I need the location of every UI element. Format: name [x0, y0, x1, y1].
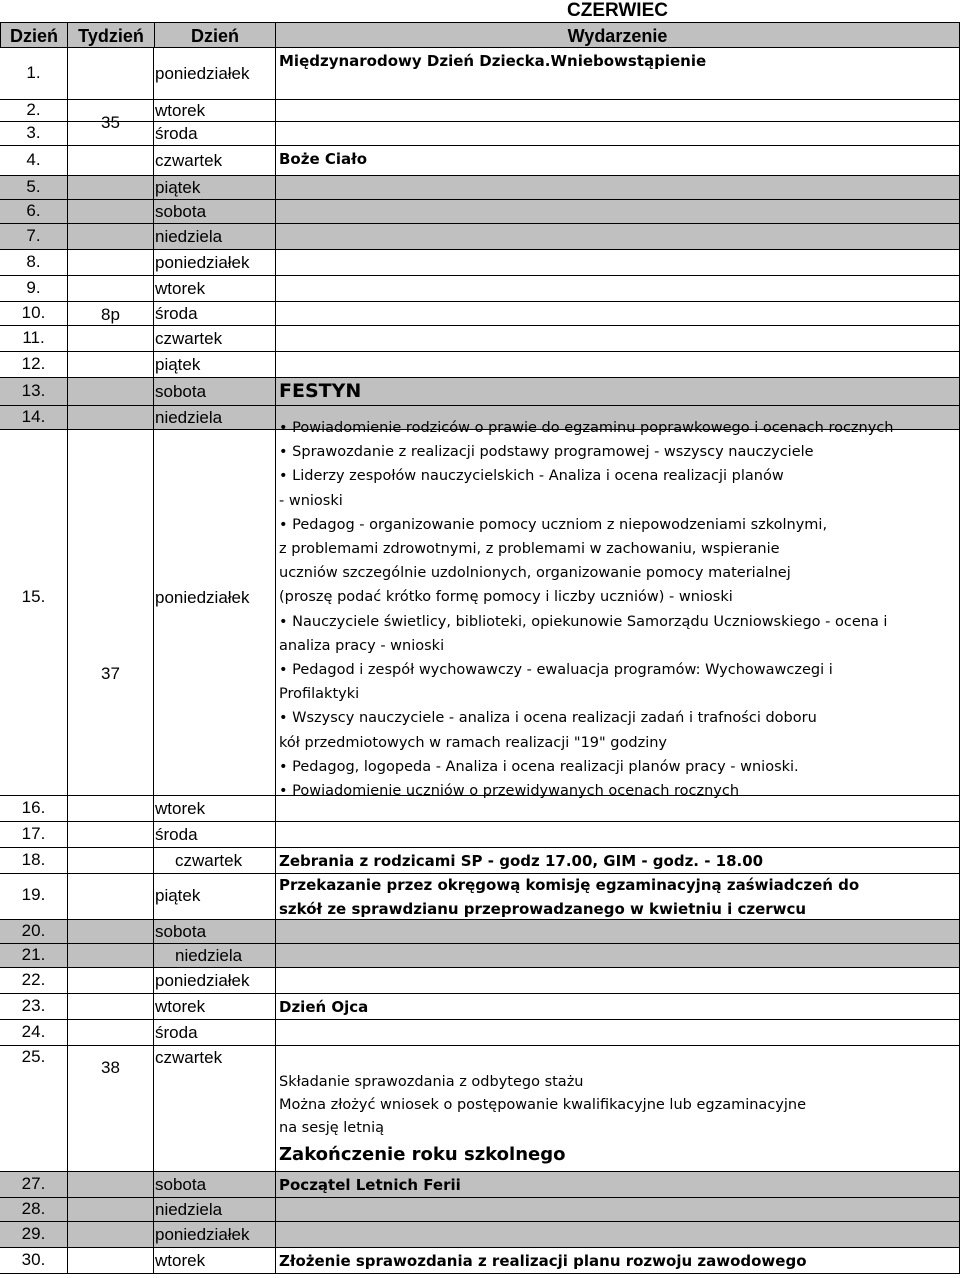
day-number: 5.: [0, 176, 68, 199]
day-name: piątek: [155, 355, 201, 374]
event-bullet-line: analiza pracy - wnioski: [279, 637, 445, 654]
day-name: sobota: [155, 202, 207, 221]
day-name: niedziela: [175, 946, 243, 965]
day-number: 6.: [0, 200, 68, 223]
table-row: [0, 822, 960, 848]
header-week: Tydzień: [67, 22, 155, 48]
day-number: 29.: [0, 1222, 68, 1247]
event-text: FESTYN: [279, 380, 362, 402]
header-day: Dzień: [154, 22, 276, 48]
day-number: 24.: [0, 1020, 68, 1045]
day-number: 10.: [0, 302, 68, 325]
event-line: na sesję letnią: [279, 1120, 385, 1136]
event-text: Złożenie sprawozdania z realizacji planu rozwoju zawodowego: [279, 1252, 807, 1270]
event-text: Początel Letnich Ferii: [279, 1176, 461, 1194]
day-number: 1.: [0, 48, 68, 99]
day-number: 27.: [0, 1172, 68, 1197]
table-row: [0, 1172, 960, 1198]
day-name: piątek: [155, 178, 201, 197]
day-name: sobota: [155, 1175, 207, 1194]
day-number: 28.: [0, 1198, 68, 1221]
day-number: 7.: [0, 224, 68, 249]
event-bullet-line: Profilaktyki: [279, 686, 360, 703]
table-row: [0, 146, 960, 176]
table-row: [0, 378, 960, 406]
year-end-event: Zakończenie roku szkolnego: [279, 1144, 566, 1165]
table-row: [0, 1222, 960, 1248]
day-name: czwartek: [155, 329, 223, 348]
column-divider: [153, 48, 154, 1274]
table-row: [0, 48, 960, 100]
week-number: 8p: [101, 305, 120, 324]
day-number: 8.: [0, 250, 68, 275]
day-number: 9.: [0, 276, 68, 301]
day-name: środa: [155, 825, 198, 844]
event-bullet-line: • Powiadomienie rodziców o prawie do egzaminu poprawkowego i ocenach rocznych: [279, 420, 894, 436]
day-name: wtorek: [155, 1251, 206, 1270]
day-name: wtorek: [155, 279, 206, 298]
table-row: [0, 994, 960, 1020]
day-name: poniedziałek: [155, 588, 250, 607]
day-name: czwartek: [155, 1048, 223, 1067]
day-number: 14.: [0, 406, 68, 429]
event-bullet-line: • Pedagod i zespół wychowawczy - ewaluacja programów: Wychowawczegi i: [279, 662, 833, 678]
event-bullet-line: (proszę podać krótko formę pomocy i liczby uczniów) - wnioski: [279, 589, 733, 606]
day-name: wtorek: [155, 799, 206, 818]
day-name: środa: [155, 304, 198, 323]
table-row: [0, 1248, 960, 1274]
event-bullet-line: • Powiadomienie uczniów o przewidywanych ocenach rocznych: [279, 783, 740, 799]
day-number: 4.: [0, 146, 68, 175]
day-name: poniedziałek: [155, 253, 250, 272]
day-number: 16.: [0, 796, 68, 821]
day-number: 19.: [0, 874, 68, 919]
event-bullet-line: kół przedmiotowych w ramach realizacji "19" godziny: [279, 734, 668, 751]
day-number: 2.: [0, 100, 68, 121]
day-number: 22.: [0, 968, 68, 993]
day-name: niedziela: [155, 227, 223, 246]
day-name: środa: [155, 1023, 198, 1042]
table-row: [0, 420, 960, 799]
table-row: [0, 848, 960, 874]
event-line: Składanie sprawozdania z odbytego stażu: [279, 1074, 584, 1090]
day-name: niedziela: [155, 408, 223, 427]
event-bullet-line: • Nauczyciele świetlicy, biblioteki, opiekunowie Samorządu Uczniowskiego - ocena i: [279, 613, 888, 630]
table-row: [0, 200, 960, 224]
table-row: [0, 1198, 960, 1222]
table-row: [0, 326, 960, 352]
day-number: 21.: [0, 944, 68, 967]
day-number: 23.: [0, 994, 68, 1019]
day-name: wtorek: [155, 101, 206, 120]
day-name: wtorek: [155, 997, 206, 1016]
day-number: 3.: [0, 122, 68, 145]
table-row: [0, 920, 960, 944]
day-name: sobota: [155, 382, 207, 401]
table-row: [0, 874, 960, 920]
week-number: 38: [101, 1058, 120, 1077]
day-number: 11.: [0, 326, 68, 351]
event-text: Zebrania z rodzicami SP - godz 17.00, GIM - godz. - 18.00: [279, 852, 764, 870]
event-bullet-line: • Sprawozdanie z realizacji podstawy programowej - wszyscy nauczyciele: [279, 444, 814, 461]
day-name: piątek: [155, 886, 201, 905]
day-name: poniedziałek: [155, 971, 250, 990]
day-name: czwartek: [175, 851, 243, 870]
day-number: 13.: [0, 378, 68, 405]
day-name: niedziela: [155, 1200, 223, 1219]
table-row: [0, 250, 960, 276]
table-row: [0, 352, 960, 378]
day-number: 30.: [0, 1248, 68, 1273]
week-number: 37: [101, 664, 120, 683]
column-divider: [275, 48, 276, 1274]
day-number: 18.: [0, 848, 68, 873]
table-row: [0, 1020, 960, 1046]
table-row: [0, 968, 960, 994]
event-bullet-line: • Liderzy zespołów nauczycielskich - Analiza i ocena realizacji planów: [279, 468, 784, 485]
table-row: [0, 944, 960, 968]
table-row: [0, 176, 960, 200]
day-number: 15.: [0, 430, 68, 795]
event-text: Dzień Ojca: [279, 998, 369, 1016]
event-line: Można złożyć wniosek o postępowanie kwalifikacyjne lub egzaminacyjne: [279, 1097, 807, 1113]
event-text: Międzynarodowy Dzień Dziecka.Wniebowstąpienie: [279, 52, 707, 70]
day-name: środa: [155, 124, 198, 143]
event-bullet-line: • Pedagog - organizowanie pomocy uczniom z niepowodzeniami szkolnymi,: [279, 516, 828, 533]
event-bullet-line: • Wszyscy nauczyciele - analiza i ocena realizacji zadań i trafności doboru: [279, 710, 817, 727]
event-bullet-line: • Pedagog, logopeda - Analiza i ocena realizacji planów pracy - wnioski.: [279, 758, 799, 775]
day-number: 17.: [0, 822, 68, 847]
header-event: Wydarzenie: [275, 22, 960, 48]
event-text: Boże Ciało: [279, 150, 368, 168]
day-number: 20.: [0, 920, 68, 943]
table-row: [0, 224, 960, 250]
day-number: 12.: [0, 352, 68, 377]
day-name: sobota: [155, 922, 207, 941]
event-bullet-line: uczniów szczególnie uzdolnionych, organizowanie pomocy materialnej: [279, 565, 791, 582]
day-name: poniedziałek: [155, 64, 250, 83]
event-text-line2: szkół ze sprawdzianu przeprowadzanego w kwietniu i czerwcu: [279, 900, 807, 918]
event-bullet-line: z problemami zdrowotnymi, z problemami w zachowaniu, wspieranie: [279, 541, 780, 557]
month-title: CZERWIEC: [567, 0, 668, 21]
table-row: [0, 796, 960, 822]
event-text: Przekazanie przez okręgową komisję egzaminacyjną zaświadczeń do: [279, 876, 860, 894]
table-row: [0, 276, 960, 302]
event-bullet-line: - wnioski: [279, 492, 343, 509]
day-number: 25.: [0, 1046, 68, 1171]
week-number: 35: [101, 113, 120, 132]
day-name: czwartek: [155, 151, 223, 170]
header-day-number: Dzień: [0, 22, 68, 48]
day-name: poniedziałek: [155, 1225, 250, 1244]
